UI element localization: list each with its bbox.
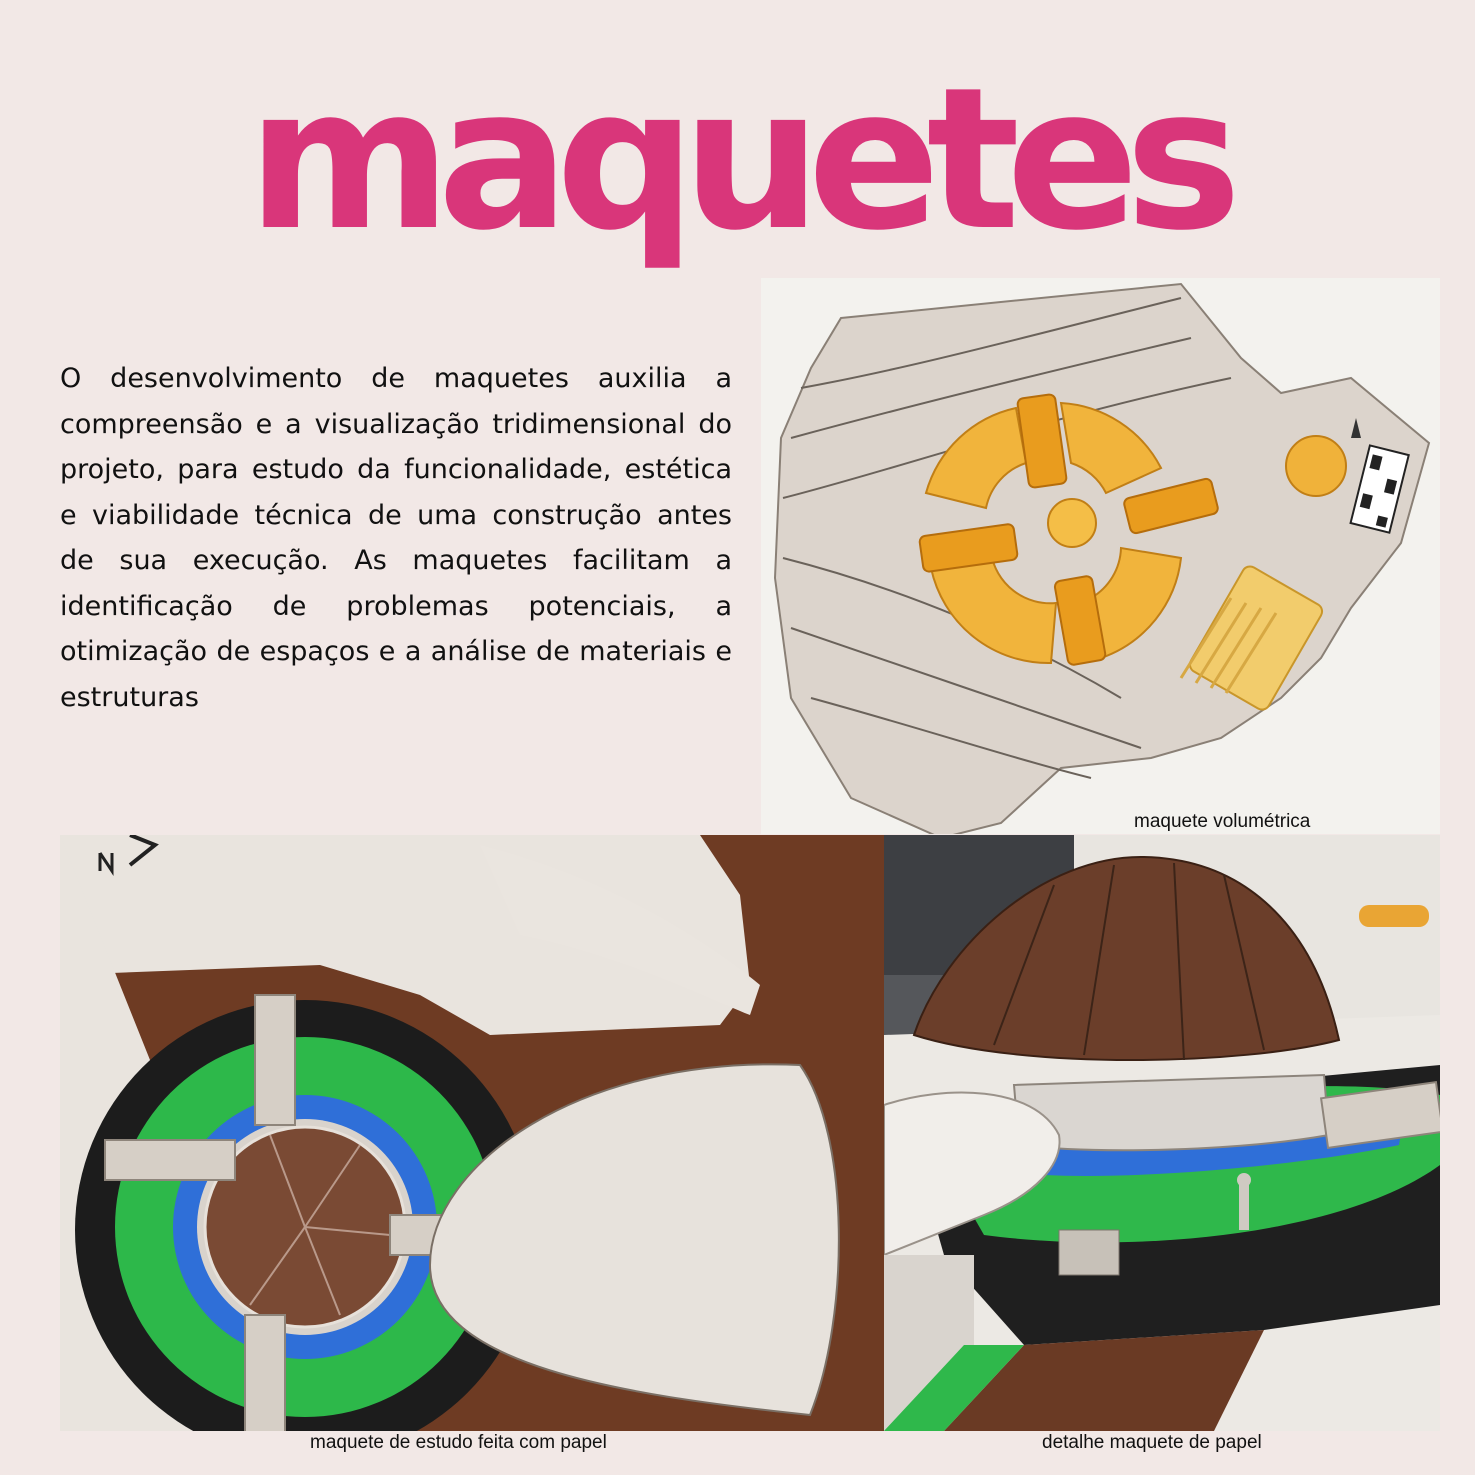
photo-volumetric-model <box>761 278 1440 834</box>
page-title: maquetes <box>247 46 1228 274</box>
photo-paper-model-detail <box>884 835 1440 1431</box>
caption-paper-study-model: maquete de estudo feita com papel <box>310 1432 607 1453</box>
photo-paper-study-model <box>60 835 884 1431</box>
caption-volumetric-model: maquete volumétrica <box>1134 811 1311 832</box>
caption-paper-model-detail: detalhe maquete de papel <box>1042 1432 1262 1453</box>
description-paragraph: O desenvolvimento de maquetes auxilia a compreensão e a visualização tridimensional do projeto, para estudo da funcionalidade, estética e viabilidade técnica de uma construção antes de sua execução. As maquetes facilitam a identificação de problemas potenciais, a otimização de espaços e a análise de materiais e estruturas <box>60 363 732 713</box>
